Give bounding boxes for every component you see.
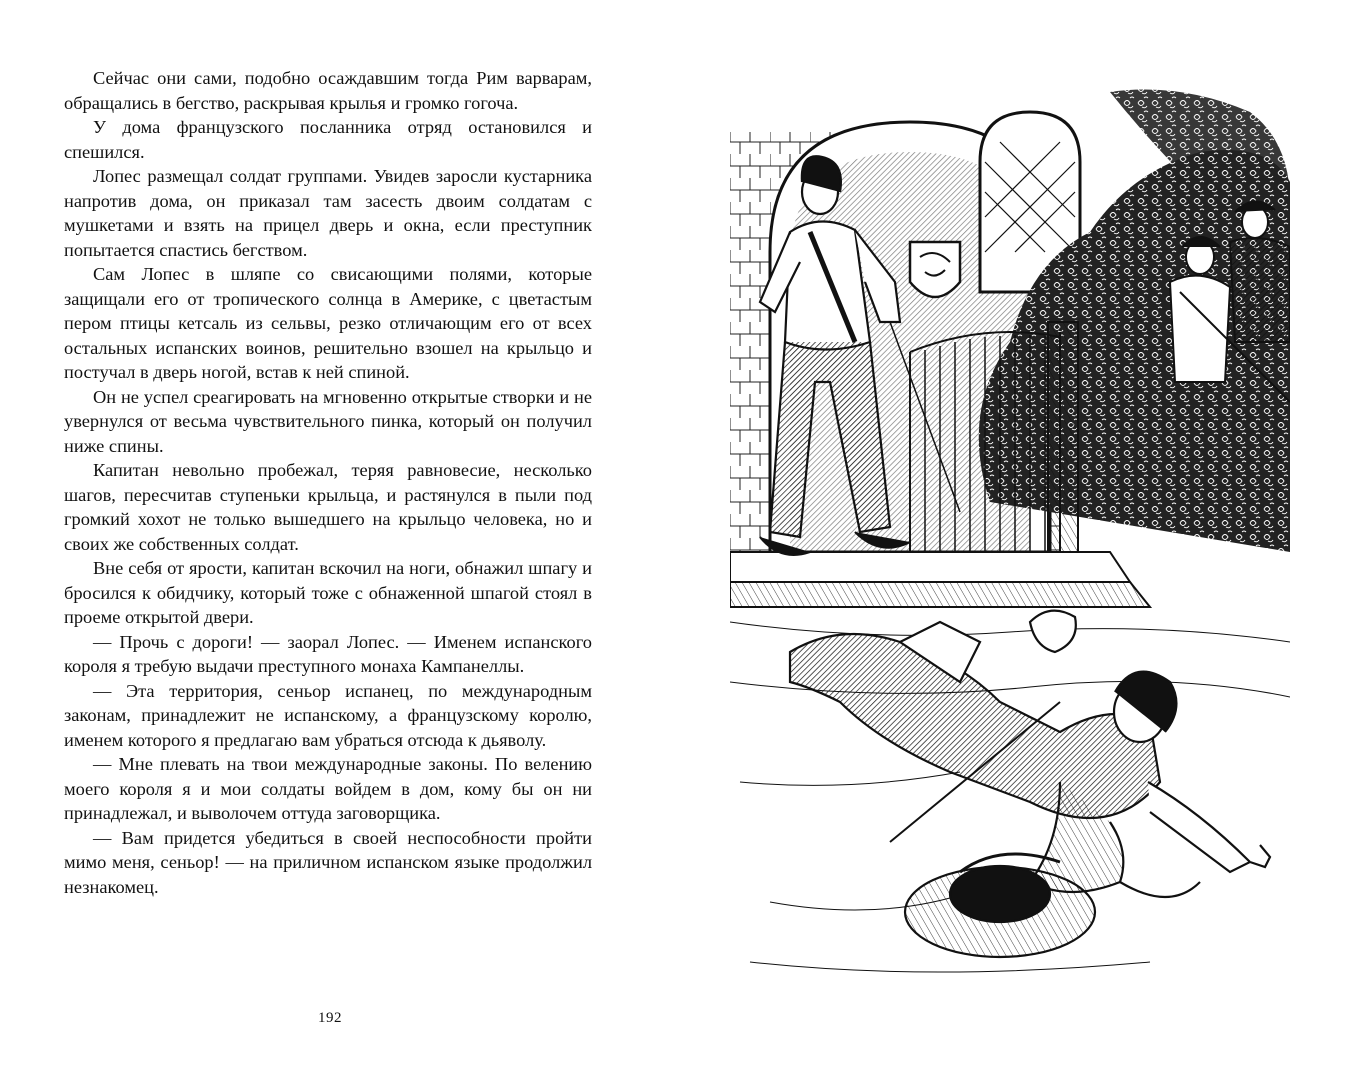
paragraph: Вне себя от ярости, капитан вскочил на ноги, обнажил шпагу и бросился к обидчику, который тоже с обнаженной шпагой стоял в проеме открытой двери. — [64, 558, 592, 627]
paragraph: — Мне плевать на твои международные законы. По велению моего короля я и мои солдаты войдем в дом, кому бы он ни принадлежал, и выволочем оттуда заговорщика. — [64, 754, 592, 823]
porch-steps — [730, 552, 1150, 607]
paragraph: У дома французского посланника отряд остановился и спешился. — [64, 117, 592, 162]
paragraph: Сейчас они сами, подобно осаждавшим тогда Рим варварам, обращались в бегство, раскрывая крылья и громко гогоча. — [64, 68, 592, 113]
page-number: 192 — [318, 1010, 342, 1026]
paragraph: — Эта территория, сеньор испанец, по международным законам, принадлежит не испанскому, а французскому королю, именем которого я предлагаю вам убраться отсюда к дьяволу. — [64, 680, 592, 750]
paragraph: Сам Лопес в шляпе со свисающими полями, которые защищали его от тропического солнца в Америке, с цветастым пером птицы кетсаль из сельвы, резко отличающим его от всех остальных испанских воинов, решительно взошел на крыльцо и постучал в дверь ногой, встав к ней спиной. — [64, 264, 592, 382]
engraving-illustration — [730, 82, 1290, 990]
paragraph: Капитан невольно пробежал, теряя равновесие, несколько шагов, пересчитав ступеньки крыльца, и растянулся в пыли под громкий хохот не только вышедшего на крыльцо человека, но и своих же собственных солдат. — [64, 460, 592, 554]
paragraph: — Прочь с дороги! — заорал Лопес. — Именем испанского короля я требую выдачи преступного монаха Кампанеллы. — [64, 631, 592, 676]
paragraph: — Вам придется убедиться в своей неспособности пройти мимо меня, сеньор! — на приличном испанском языке продолжил незнакомец. — [64, 827, 592, 897]
paragraph: Он не успел среагировать на мгновенно открытые створки и не увернулся от весьма чувствительного пинка, который он получил ниже спины. — [64, 386, 592, 456]
right-page-illustration — [730, 82, 1290, 990]
paragraph: Лопес размещал солдат группами. Увидев заросли кустарника напротив дома, он приказал там засесть двоим солдатам с мушкетами и взять на прицел дверь и окна, если преступник попытается спастись бегством. — [64, 166, 592, 260]
left-page-text — [64, 66, 592, 899]
